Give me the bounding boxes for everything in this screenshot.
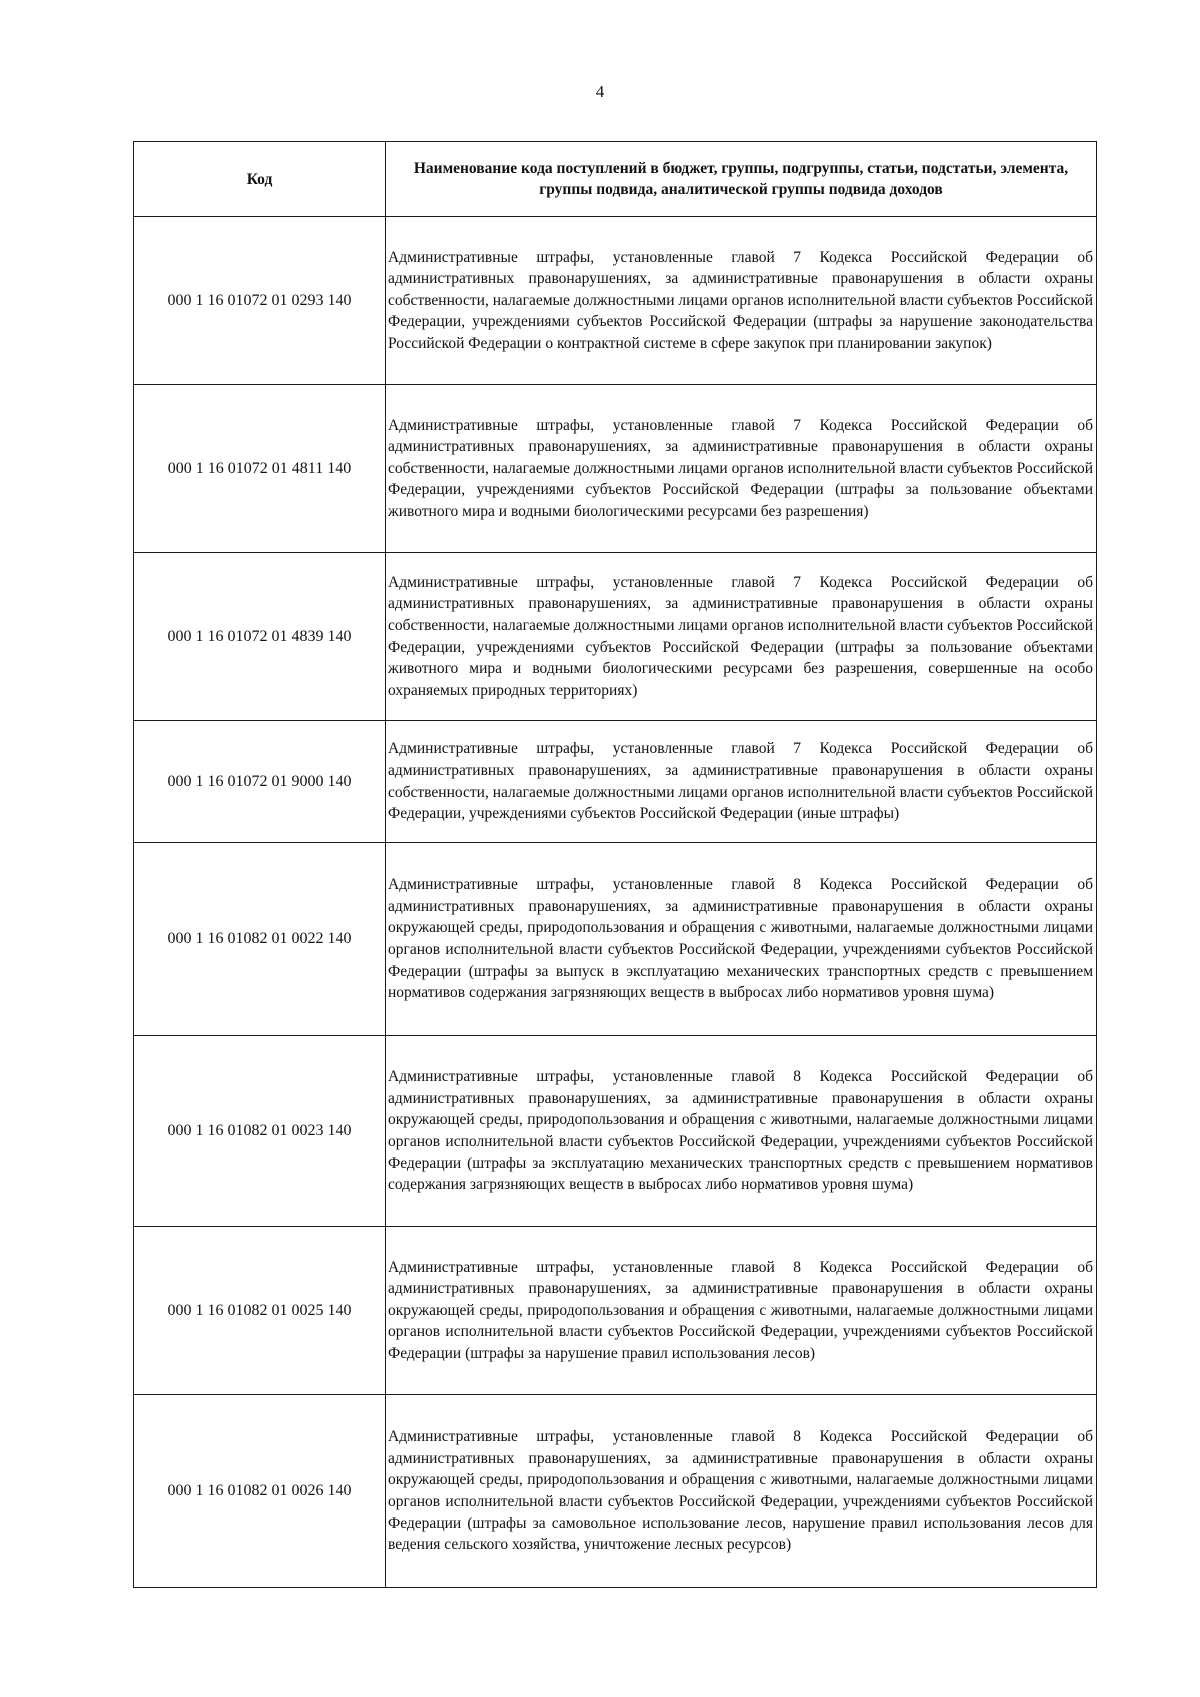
table-row xyxy=(134,385,1097,553)
row-name: Административные штрафы, установленные главой 8 Кодекса Российской Федерации об административных правонарушениях, за административные правонарушения в области охраны окружающей среды, природопользования и обращения с животными, налагаемые должностными лицами органов исполнительной власти субъектов Российской Федерации, учреждениями субъектов Российской Федерации (штрафы за нарушение правил использования лесов) xyxy=(386,1227,1097,1395)
row-code: 000 1 16 01072 01 4811 140 xyxy=(134,385,386,553)
page-number: 4 xyxy=(595,82,605,101)
table-row xyxy=(134,1395,1097,1588)
table-row xyxy=(134,217,1097,385)
row-name: Административные штрафы, установленные главой 8 Кодекса Российской Федерации об административных правонарушениях, за административные правонарушения в области охраны окружающей среды, природопользования и обращения с животными, налагаемые должностными лицами органов исполнительной власти субъектов Российской Федерации, учреждениями субъектов Российской Федерации (штрафы за эксплуатацию механических транспортных средств с превышением нормативов содержания загрязняющих веществ в выбросах либо нормативов уровня шума) xyxy=(386,1036,1097,1227)
row-code: 000 1 16 01072 01 0293 140 xyxy=(134,217,386,385)
row-code: 000 1 16 01072 01 4839 140 xyxy=(134,553,386,721)
row-name: Административные штрафы, установленные главой 7 Кодекса Российской Федерации об административных правонарушениях, за административные правонарушения в области охраны собственности, налагаемые должностными лицами органов исполнительной власти субъектов Российской Федерации, учреждениями субъектов Российской Федерации (штрафы за пользование объектами животного мира и водными биологическими ресурсами без разрешения, совершенные на особо охраняемых природных территориях) xyxy=(386,553,1097,721)
table-header-row xyxy=(134,142,1097,217)
row-name: Административные штрафы, установленные главой 8 Кодекса Российской Федерации об административных правонарушениях, за административные правонарушения в области охраны окружающей среды, природопользования и обращения с животными, налагаемые должностными лицами органов исполнительной власти субъектов Российской Федерации, учреждениями субъектов Российской Федерации (штрафы за выпуск в эксплуатацию механических транспортных средств с превышением нормативов содержания загрязняющих веществ в выбросах либо нормативов уровня шума) xyxy=(386,843,1097,1036)
table-row xyxy=(134,1036,1097,1227)
row-name: Административные штрафы, установленные главой 7 Кодекса Российской Федерации об административных правонарушениях, за административные правонарушения в области охраны собственности, налагаемые должностными лицами органов исполнительной власти субъектов Российской Федерации, учреждениями субъектов Российской Федерации (штрафы за пользование объектами животного мира и водными биологическими ресурсами без разрешения) xyxy=(386,385,1097,553)
table-row xyxy=(134,721,1097,843)
table-row xyxy=(134,1227,1097,1395)
header-name: Наименование кода поступлений в бюджет, группы, подгруппы, статьи, подстатьи, элемента, группы подвида, аналитической группы подвида доходов xyxy=(386,142,1097,217)
row-code: 000 1 16 01072 01 9000 140 xyxy=(134,721,386,843)
row-code: 000 1 16 01082 01 0025 140 xyxy=(134,1227,386,1395)
row-code: 000 1 16 01082 01 0022 140 xyxy=(134,843,386,1036)
header-code: Код xyxy=(134,142,386,217)
row-code: 000 1 16 01082 01 0026 140 xyxy=(134,1395,386,1588)
row-name: Административные штрафы, установленные главой 8 Кодекса Российской Федерации об административных правонарушениях, за административные правонарушения в области охраны окружающей среды, природопользования и обращения с животными, налагаемые должностными лицами органов исполнительной власти субъектов Российской Федерации, учреждениями субъектов Российской Федерации (штрафы за самовольное использование лесов, нарушение правил использования лесов для ведения сельского хозяйства, уничтожение лесных ресурсов) xyxy=(386,1395,1097,1588)
row-code: 000 1 16 01082 01 0023 140 xyxy=(134,1036,386,1227)
row-name: Административные штрафы, установленные главой 7 Кодекса Российской Федерации об административных правонарушениях, за административные правонарушения в области охраны собственности, налагаемые должностными лицами органов исполнительной власти субъектов Российской Федерации, учреждениями субъектов Российской Федерации (штрафы за нарушение законодательства Российской Федерации о контрактной системе в сфере закупок при планировании закупок) xyxy=(386,217,1097,385)
table-row xyxy=(134,553,1097,721)
revenue-codes-table xyxy=(133,141,1097,1588)
table-row xyxy=(134,843,1097,1036)
row-name: Административные штрафы, установленные главой 7 Кодекса Российской Федерации об административных правонарушениях, за административные правонарушения в области охраны собственности, налагаемые должностными лицами органов исполнительной власти субъектов Российской Федерации, учреждениями субъектов Российской Федерации (иные штрафы) xyxy=(386,721,1097,843)
